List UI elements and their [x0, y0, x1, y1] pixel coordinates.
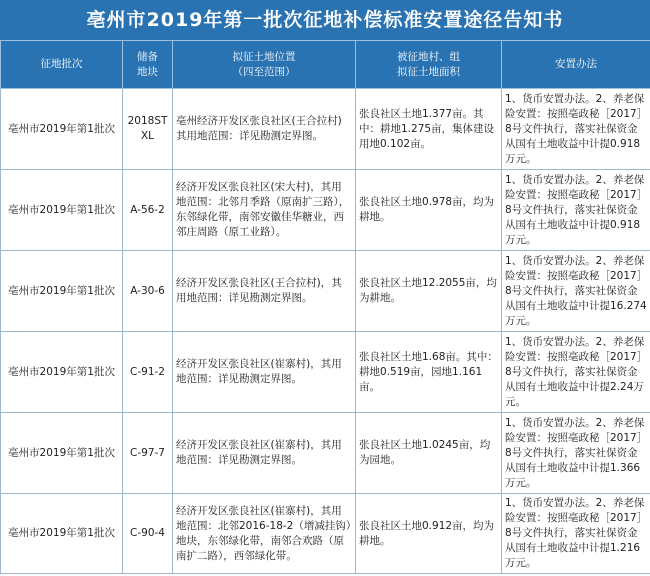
cell-area: 张良社区土地1.68亩。其中：耕地0.519亩，园地1.161亩。 [356, 332, 502, 413]
cell-plot: 2018STXL [123, 89, 173, 170]
cell-plan: 1、货币安置办法。2、养老保险安置：按照亳政秘［2017］8号文件执行，落实社保资金从国有土地收益中计提0.918万元。 [502, 170, 650, 251]
table-row [1, 251, 650, 332]
header-plan: 安置办法 [502, 41, 650, 89]
cell-plan: 1、货币安置办法。2、养老保险安置：按照亳政秘［2017］8号文件执行，落实社保资金从国有土地收益中计提16.274万元。 [502, 251, 650, 332]
header-area [356, 41, 502, 89]
cell-area: 张良社区土地0.912亩，均为耕地。 [356, 494, 502, 574]
header-location-line2: （四至范围） [232, 65, 296, 78]
header-location [173, 41, 356, 89]
cell-plot: C-90-4 [123, 494, 173, 574]
header-plot-line1: 储备 [137, 50, 158, 63]
cell-plan: 1、货币安置办法。2、养老保险安置：按照亳政秘［2017］8号文件执行，落实社保资金从国有土地收益中计提1.216万元。 [502, 494, 650, 574]
cell-location: 亳州经济开发区张良社区(王合拉村)其用地范围：详见勘测定界图。 [173, 89, 356, 170]
cell-batch: 亳州市2019年第1批次 [1, 89, 123, 170]
header-plot [123, 41, 173, 89]
cell-batch: 亳州市2019年第1批次 [1, 332, 123, 413]
header-area-line1: 被征地村、组 [397, 50, 460, 63]
cell-location: 经济开发区张良社区(王合拉村)，其用地范围：详见勘测定界图。 [173, 251, 356, 332]
page-title: 亳州市2019年第一批次征地补偿标准安置途径告知书 [0, 0, 650, 40]
cell-batch: 亳州市2019年第1批次 [1, 170, 123, 251]
cell-area: 张良社区土地12.2055亩，均为耕地。 [356, 251, 502, 332]
table-row [1, 170, 650, 251]
table-header-row [1, 41, 650, 89]
header-area-line2: 拟征土地面积 [397, 65, 460, 78]
cell-batch: 亳州市2019年第1批次 [1, 251, 123, 332]
table-row [1, 413, 650, 494]
table-row [1, 494, 650, 574]
cell-plan: 1、货币安置办法。2、养老保险安置：按照亳政秘［2017］8号文件执行，落实社保资金从国有土地收益中计提0.918万元。 [502, 89, 650, 170]
cell-plot: A-56-2 [123, 170, 173, 251]
cell-plan: 1、货币安置办法。2、养老保险安置：按照亳政秘［2017］8号文件执行，落实社保资金从国有土地收益中计提1.366万元。 [502, 413, 650, 494]
cell-plot: A-30-6 [123, 251, 173, 332]
table-row [1, 89, 650, 170]
cell-plan: 1、货币安置办法。2、养老保险安置：按照亳政秘［2017］8号文件执行，落实社保资金从国有土地收益中计提2.24万元。 [502, 332, 650, 413]
cell-batch: 亳州市2019年第1批次 [1, 413, 123, 494]
cell-plot: C-91-2 [123, 332, 173, 413]
header-batch: 征地批次 [1, 41, 123, 89]
cell-batch: 亳州市2019年第1批次 [1, 494, 123, 574]
cell-location: 经济开发区张良社区(崔寨村)，其用地范围：北邻2016-18-2（增减挂钩）地块，东邻绿化带，南邻合欢路（原南扩二路），西邻绿化带。 [173, 494, 356, 574]
cell-location: 经济开发区张良社区(崔寨村)，其用地范围：详见勘测定界图。 [173, 413, 356, 494]
table-row [1, 332, 650, 413]
notice-table [0, 40, 650, 574]
cell-area: 张良社区土地1.377亩。其中：耕地1.275亩，集体建设用地0.102亩。 [356, 89, 502, 170]
header-plot-line2: 地块 [137, 65, 158, 78]
cell-plot: C-97-7 [123, 413, 173, 494]
cell-area: 张良社区土地1.0245亩，均为园地。 [356, 413, 502, 494]
cell-location: 经济开发区张良社区(宋大村)，其用地范围：北邻月季路（原南扩三路），东邻绿化带，南邻安徽佳华糖业，西邻庄周路（原工业路）。 [173, 170, 356, 251]
cell-location: 经济开发区张良社区(崔寨村)，其用地范围：详见勘测定界图。 [173, 332, 356, 413]
cell-area: 张良社区土地0.978亩，均为耕地。 [356, 170, 502, 251]
header-location-line1: 拟征土地位置 [232, 50, 296, 63]
